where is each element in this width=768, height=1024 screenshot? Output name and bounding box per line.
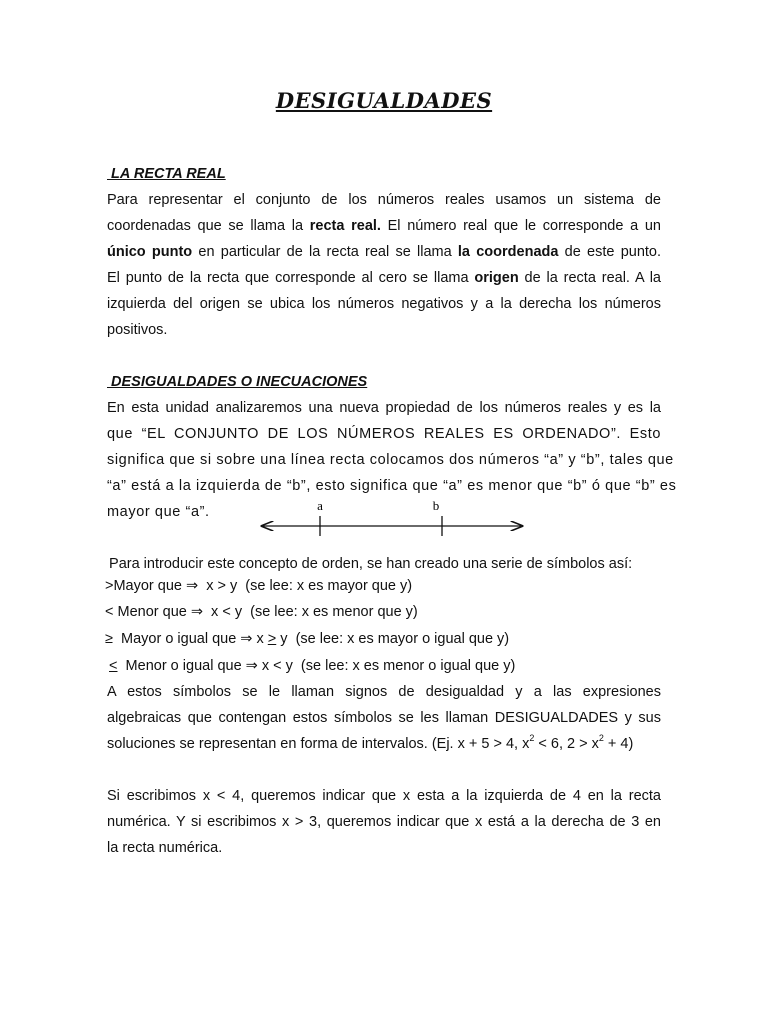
superscript: 2 — [598, 733, 604, 743]
symbol-definition — [105, 653, 515, 679]
label-a: a — [317, 498, 323, 513]
underlined-symbol: < — [109, 658, 118, 674]
symbol-definition — [105, 626, 509, 652]
text-span: positivos. — [107, 322, 168, 338]
page-title: DESIGUALDADES — [275, 88, 493, 113]
text-line — [107, 731, 661, 757]
text-line — [107, 705, 661, 731]
text-line — [107, 239, 661, 265]
text-span: en particular de la recta real se llama — [192, 244, 458, 260]
text-span: soluciones se representan en forma de intervalos. (Ej. x + 5 > 4, x — [107, 736, 530, 752]
text-line — [107, 265, 661, 291]
symbol-text: y (se lee: x es mayor o igual que y) — [276, 631, 510, 647]
text-span: Para representar el conjunto de los números reales usamos un sistema de — [107, 192, 661, 208]
text-line — [107, 447, 674, 473]
text-span: En esta unidad analizaremos una nueva propiedad de los números reales y es la — [107, 400, 661, 416]
text-line — [107, 317, 661, 343]
paragraph-signos — [107, 679, 661, 757]
text-line — [107, 783, 661, 809]
text-span: coordenadas que se llama la — [107, 218, 310, 234]
bold-term: la coordenada — [457, 244, 559, 260]
text-span: “a” está a la izquierda de “b”, esto significa que “a” es menor que “b” ó que “b” es — [107, 478, 677, 494]
section-heading-desigualdades: DESIGUALDADES O INECUACIONES — [107, 374, 368, 390]
label-b: b — [432, 498, 440, 513]
text-span: < 6, 2 > x — [534, 736, 599, 752]
text-span: mayor que “a”. — [107, 504, 210, 520]
text-span: El número real que le corresponde a un — [380, 218, 661, 234]
text-line — [107, 213, 661, 239]
text-line — [107, 291, 661, 317]
text-span: la recta numérica. — [107, 840, 223, 856]
text-span: + 4) — [603, 736, 634, 752]
symbol-definition — [105, 573, 412, 599]
text-span: El punto de la recta que corresponde al cero se llama — [107, 270, 475, 286]
text-span: de este punto. — [558, 244, 662, 260]
number-line-diagram — [258, 496, 528, 540]
symbol-text: ≥ Mayor o igual que ⇒ x — [105, 631, 268, 647]
text-span: que “EL CONJUNTO DE LOS NÚMEROS REALES ES ORDENADO”. Esto — [107, 426, 661, 442]
text-span: A estos símbolos se le llaman signos de desigualdad y a las expresiones — [107, 684, 661, 700]
text-line — [107, 421, 661, 447]
bold-term: recta real. — [309, 218, 381, 234]
text-line — [107, 679, 661, 705]
symbol-text: Menor o igual que ⇒ x < y (se lee: x es menor o igual que y) — [117, 658, 516, 674]
text-span: significa que si sobre una línea recta colocamos dos números “a” y “b”, tales que — [107, 452, 674, 468]
text-line — [107, 809, 661, 835]
symbol-text: >Mayor que ⇒ x > y (se lee: x es mayor que y) — [105, 578, 413, 594]
superscript: 2 — [529, 733, 535, 743]
text-line — [107, 395, 661, 421]
text-span: de la recta real. A la — [518, 270, 661, 286]
bold-term: origen — [474, 270, 519, 286]
text-span: numérica. Y si escribimos x > 3, queremos indicar que x está a la derecha de 3 en — [107, 814, 661, 830]
symbol-definition — [105, 599, 418, 625]
underlined-symbol: > — [267, 631, 277, 647]
text-span: algebraicas que contengan estos símbolos se les llaman DESIGUALDADES y sus — [107, 710, 661, 726]
paragraph-ejemplo — [107, 783, 661, 861]
text-span: izquierda del origen se ubica los números negativos y a la derecha los números — [107, 296, 661, 312]
paragraph-recta-real — [107, 187, 661, 343]
bold-term: único punto — [107, 244, 193, 260]
section-heading-recta-real: LA RECTA REAL — [107, 166, 226, 182]
symbols-intro: Para introducir este concepto de orden, se han creado una serie de símbolos así: — [105, 556, 633, 572]
text-span: Si escribimos x < 4, queremos indicar que x esta a la izquierda de 4 en la recta — [107, 788, 661, 804]
symbol-text: < Menor que ⇒ x < y (se lee: x es menor que y) — [105, 604, 418, 620]
text-line — [107, 187, 661, 213]
text-line — [107, 835, 661, 861]
